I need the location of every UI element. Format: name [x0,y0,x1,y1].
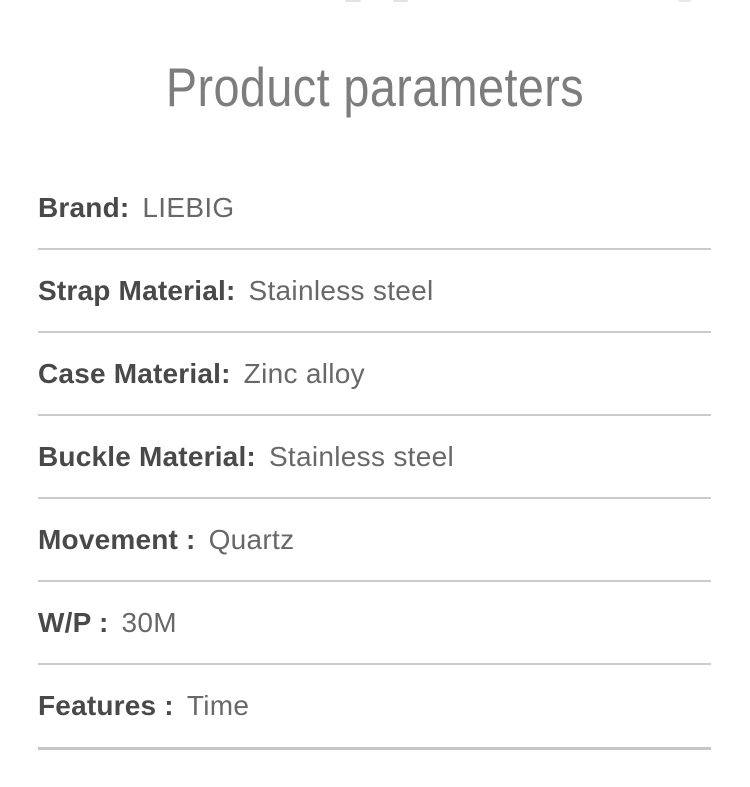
param-value: Quartz [208,523,295,555]
param-row-case-material [38,333,711,416]
param-row-features [38,665,711,750]
param-row-water-resistance [38,582,711,665]
param-label: Case Material: [38,357,231,389]
param-row-buckle-material [38,416,711,499]
param-value: Stainless steel [248,274,434,306]
param-value: Zinc alloy [243,357,365,389]
param-value: Stainless steel [268,440,454,472]
top-edge-artifact [345,0,361,2]
param-row-strap-material [38,250,711,333]
param-label: Strap Material: [38,274,236,306]
page-title-text: Product parameters [165,56,585,118]
param-value: 30M [121,606,177,638]
param-label: Brand: [38,191,130,223]
param-label: Movement : [38,523,196,555]
param-label: Features : [38,690,174,721]
top-edge-artifact [393,0,408,2]
param-label: W/P : [38,606,109,638]
param-value: Time [186,690,250,721]
top-edge-artifact [678,0,691,2]
param-value: LIEBIG [142,191,235,223]
parameter-list [38,167,711,750]
param-row-movement [38,499,711,582]
param-row-brand [38,167,711,250]
page-title [0,54,750,120]
param-label: Buckle Material: [38,440,256,472]
